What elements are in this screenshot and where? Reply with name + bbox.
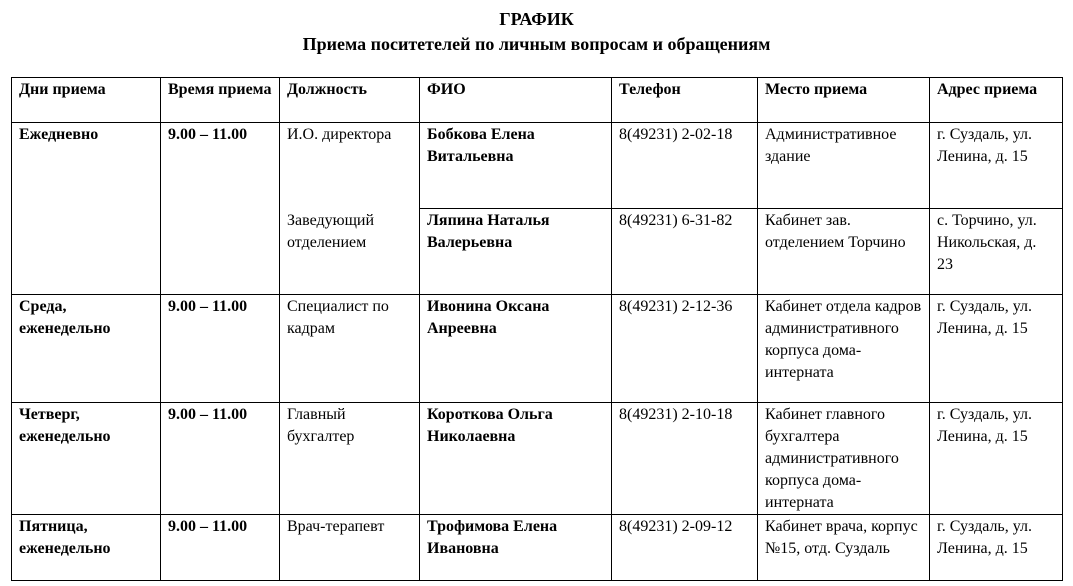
header-phone: Телефон <box>612 78 758 123</box>
time-cell: 9.00 – 11.00 <box>161 403 280 515</box>
table-row <box>12 123 1063 209</box>
position-cell: Главный бухгалтер <box>280 403 420 515</box>
time-cell: 9.00 – 11.00 <box>161 295 280 403</box>
day-cell: Четверг, еженедельно <box>12 403 161 515</box>
phone-cell: 8(49231) 6-31-82 <box>612 209 758 295</box>
header-position: Должность <box>280 78 420 123</box>
header-time: Время приема <box>161 78 280 123</box>
header-fio: ФИО <box>420 78 612 123</box>
address-cell: г. Суздаль, ул. Ленина, д. 15 <box>930 403 1063 515</box>
fio-cell: Бобкова Елена Витальевна <box>420 123 612 209</box>
place-cell: Кабинет отдела кадров административного корпуса дома-интерната <box>758 295 930 403</box>
fio-cell: Ивонина Оксана Анреевна <box>420 295 612 403</box>
document-subtitle: Приема поситетелей по личным вопросам и обращениям <box>302 34 771 54</box>
day-cell: Ежедневно <box>12 123 161 295</box>
header-place: Место приема <box>758 78 930 123</box>
address-cell: с. Торчино, ул. Никольская, д. 23 <box>930 209 1063 295</box>
place-cell: Кабинет зав. отделением Торчино <box>758 209 930 295</box>
fio-cell: Короткова Ольга Николаевна <box>420 403 612 515</box>
phone-cell: 8(49231) 2-10-18 <box>612 403 758 515</box>
place-cell: Кабинет главного бухгалтера административного корпуса дома-интерната <box>758 403 930 515</box>
address-cell: г. Суздаль, ул. Ленина, д. 15 <box>930 295 1063 403</box>
day-cell: Среда, еженедельно <box>12 295 161 403</box>
document-title: ГРАФИК <box>499 9 574 29</box>
table-row <box>12 295 1063 403</box>
table-row <box>12 515 1063 581</box>
fio-cell: Ляпина Наталья Валерьевна <box>420 209 612 295</box>
phone-cell: 8(49231) 2-02-18 <box>612 123 758 209</box>
phone-cell: 8(49231) 2-12-36 <box>612 295 758 403</box>
place-cell: Административное здание <box>758 123 930 209</box>
address-cell: г. Суздаль, ул. Ленина, д. 15 <box>930 515 1063 581</box>
phone-cell: 8(49231) 2-09-12 <box>612 515 758 581</box>
header-days: Дни приема <box>12 78 161 123</box>
table-row <box>12 403 1063 515</box>
fio-cell: Трофимова Елена Ивановна <box>420 515 612 581</box>
time-cell: 9.00 – 11.00 <box>161 515 280 581</box>
position-cell: Врач-терапевт <box>280 515 420 581</box>
header-address: Адрес приема <box>930 78 1063 123</box>
address-cell: г. Суздаль, ул. Ленина, д. 15 <box>930 123 1063 209</box>
table-header-row <box>12 78 1063 123</box>
position-cell: Специалист по кадрам <box>280 295 420 403</box>
time-cell: 9.00 – 11.00 <box>161 123 280 295</box>
position-cell: И.О. директора <box>280 123 420 209</box>
position-cell: Заведующий отделением <box>280 209 420 295</box>
schedule-table <box>11 77 1063 581</box>
place-cell: Кабинет врача, корпус №15, отд. Суздаль <box>758 515 930 581</box>
day-cell: Пятница, еженедельно <box>12 515 161 581</box>
